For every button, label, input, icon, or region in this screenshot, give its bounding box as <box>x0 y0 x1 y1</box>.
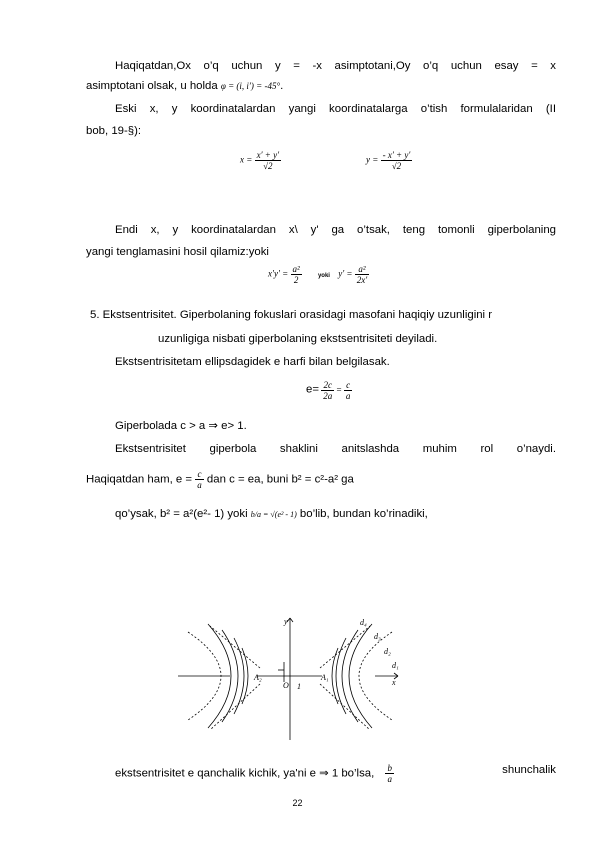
transform-formula-y <box>366 150 412 171</box>
transform-formula-x <box>240 150 281 171</box>
paragraph-line <box>86 469 354 490</box>
angle-formula: φ = (i, i′) = -45° <box>220 81 281 91</box>
formula-denominator: a <box>197 480 202 490</box>
paragraph-line: Endi x, y koordinatalardan x\ y' ga o’tsak, teng tomonli giperbolaning <box>115 224 556 236</box>
formula-lhs: y = <box>366 154 379 165</box>
page-number: 22 <box>292 798 303 808</box>
paragraph-text: . <box>280 80 284 92</box>
label-d2: d₂ <box>384 647 391 656</box>
paragraph-line: Eski x, y koordinatalardan yangi koordinatalarga o’tish formulalaridan (II <box>115 103 556 115</box>
paragraph-text: shunchalik <box>502 764 556 776</box>
formula-denominator: √2 <box>391 161 402 171</box>
formula-lhs: e= <box>306 383 319 396</box>
formula-numerator: c <box>344 380 353 391</box>
paragraph-text: qo’ysak, b² = a²(e²- 1) yoki <box>115 508 248 520</box>
hyperbola-branch-right <box>342 630 358 722</box>
formula-denominator: 2a <box>323 391 333 401</box>
paragraph-text: Haqiqatdan ham, e = <box>86 473 193 486</box>
label-A2: A₂ <box>254 673 262 682</box>
paragraph-line: Haqiqatdan,Ox o’q uchun y = -x asimptotani,Oy o’q uchun esay = x <box>115 60 556 72</box>
label-x: x <box>392 678 396 687</box>
paragraph-line: bob, 19-§): <box>86 125 142 137</box>
formula-numerator: 2c <box>321 380 334 391</box>
formula-numerator: b <box>387 763 392 773</box>
paragraph-line <box>115 507 428 522</box>
arrow-x <box>394 673 398 676</box>
formula-numerator: x′ + y′ <box>256 150 280 160</box>
eccentricity-formula <box>306 380 352 401</box>
paragraph-line: uzunligiga nisbati giperbolaning ekstsentrisiteti deyiladi. <box>158 333 438 345</box>
label-A1: A₁ <box>321 673 329 682</box>
formula-numerator: - x′ + y′ <box>382 150 411 160</box>
paragraph-text: ekstsentrisitet e qanchalik kichik, ya'ni e ⇒ 1 bo’lsa, <box>115 767 375 780</box>
formula-numerator: a² <box>355 264 369 275</box>
paragraph-text: bo’lib, bundan ko’rinadiki, <box>299 508 428 520</box>
paragraph-line: Ekstsentrisitet giperbola shaklini anitslashda muhim rol o’naydi. <box>115 443 556 455</box>
formula-denominator: a <box>345 391 351 401</box>
formula-denominator: 2 <box>293 275 299 285</box>
label-O: O <box>283 681 289 690</box>
arrow-y <box>290 618 293 622</box>
dashed-line <box>210 626 260 668</box>
formula-connector: yoki <box>317 272 330 279</box>
formula-numerator: a² <box>292 264 300 274</box>
formula-lhs: x′y′ = <box>268 268 289 279</box>
hyperbola-equation <box>268 264 369 285</box>
dashed-line <box>320 626 370 668</box>
label-y: y <box>284 617 288 626</box>
formula-numerator: c <box>195 469 204 480</box>
paragraph-text: asimptotani olsak, u holda <box>86 80 221 92</box>
paragraph-line <box>115 763 556 784</box>
paragraph-line: Ekstsentrisitetam ellipsdagidek e harfi bilan belgilasak. <box>115 356 390 368</box>
formula-denominator: 2x′ <box>356 275 368 285</box>
ratio-formula: b/a = √(e² - 1) <box>250 510 297 519</box>
paragraph-line <box>86 79 283 93</box>
formula-equals: = <box>336 384 342 395</box>
formula-lhs: y′ = <box>338 268 353 279</box>
section-heading: 5. Ekstsentrisitet. Giperbolaning fokuslari orasidagi masofani haqiqiy uzunligini r <box>90 309 493 321</box>
formula-lhs: x = <box>240 154 253 165</box>
paragraph-line: yangi tenglamasini hosil qilamiz:yoki <box>86 246 269 258</box>
formula-denominator: a <box>387 774 392 784</box>
label-1: 1 <box>297 682 301 691</box>
formula-denominator: √2 <box>263 161 273 171</box>
label-d3: d₃ <box>374 632 381 641</box>
label-d4: d₄ <box>360 618 367 627</box>
label-d1: d₁ <box>392 661 399 670</box>
paragraph-text: dan c = ea, buni b² = c²-a² ga <box>206 473 354 486</box>
hyperbola-family-figure <box>170 612 410 742</box>
paragraph-line: Giperbolada c > a ⇒ e> 1. <box>115 420 247 432</box>
